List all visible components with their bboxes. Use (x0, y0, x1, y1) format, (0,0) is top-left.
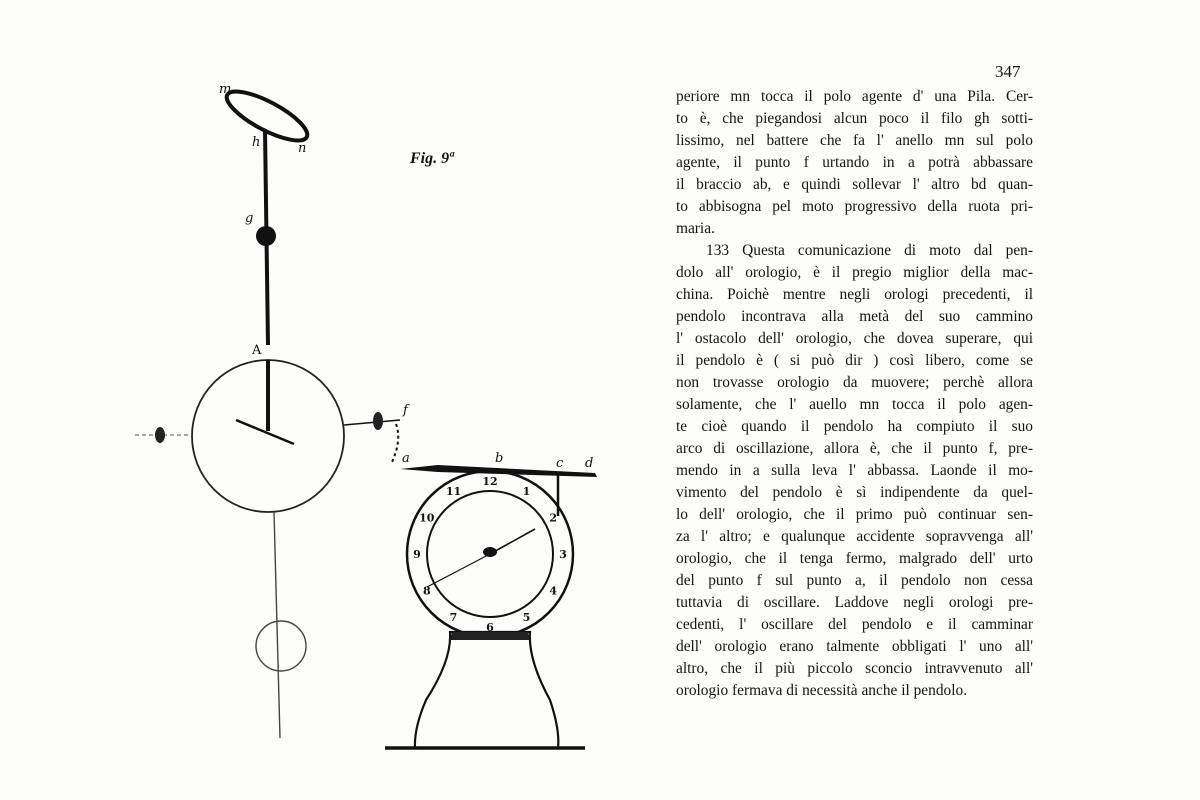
dial-number: 6 (486, 621, 494, 634)
dial-number: 1 (522, 484, 531, 498)
dial-number: 10 (419, 511, 435, 525)
label-n: n (298, 141, 307, 156)
text-line: china. Poichè mentre negli orologi precedenti, il (676, 286, 1033, 303)
clock-hand-short (490, 529, 535, 554)
text-line: lo dell' orologio, che il primo può continuar sen- (676, 506, 1033, 523)
label-f: f (403, 403, 408, 418)
text-line: mendo in a sulla leva l' abbassa. Laonde il mo- (676, 462, 1033, 479)
dial-number: 12 (482, 475, 498, 488)
left-nub (155, 427, 165, 443)
text-line: tuttavia di oscillare. Laddove negli orologi pre- (676, 594, 1033, 611)
dial-number: 8 (422, 584, 431, 598)
label-d: d (585, 456, 594, 471)
text-line: altro, che il più piccolo sconcio intravvenuto all' (676, 660, 1033, 677)
text-line: to abbisogna pel moto progressivo della ruota pri- (676, 198, 1033, 215)
label-A: A (252, 343, 262, 358)
dial-number: 3 (559, 548, 567, 561)
text-line: to è, che piegandosi alcun poco il filo gh sotti- (676, 110, 1033, 127)
lower-rod (274, 512, 280, 738)
label-g: g (245, 211, 254, 226)
label-c: c (556, 456, 564, 471)
dial-number: 4 (549, 584, 558, 598)
text-line: il braccio ab, e quindi sollevar l' altro bd quan- (676, 176, 1033, 193)
text-line: pendolo incontrava alla metà del suo cammino (676, 308, 1033, 325)
text-line: vimento del pendolo è sì indipendente da quel- (676, 484, 1033, 501)
inner-arm (236, 420, 294, 444)
text-line: non trovasse orologio da muovere; perchè allora (676, 374, 1033, 391)
label-m: m (219, 82, 232, 97)
label-h: h (252, 135, 261, 150)
label-b: b (495, 451, 504, 466)
text-line: cedenti, l' oscillare del pendolo e il camminar (676, 616, 1033, 633)
figure-caption: Fig. 9ª (410, 150, 454, 167)
text-line: orologio fermava di necessità anche il pendolo. (676, 682, 968, 699)
dial-number: 5 (522, 611, 531, 625)
text-line: te cioè quando il pendolo ha compiuto il suo (676, 418, 1033, 435)
pendulum-ball-g (256, 226, 276, 246)
right-nub (373, 412, 383, 430)
axis-right (344, 420, 400, 425)
lower-circle (256, 621, 306, 671)
text-line: del punto f sul punto a, il pendolo non cessa (676, 572, 1033, 589)
text-line: orologio, che il tenga fermo, malgrado dell' urto (676, 550, 1033, 567)
text-line: maria. (676, 220, 715, 237)
body-text (676, 86, 1033, 702)
page-number: 347 (995, 62, 1021, 81)
dial-number: 7 (449, 611, 458, 625)
text-line: il pendolo è ( si può dir ) così libero, come se (676, 352, 1033, 369)
text-line: l' ostacolo dell' orologio, che dovea superare, qui (676, 330, 1033, 347)
label-a: a (402, 451, 410, 466)
text-line: solamente, che l' auello mn tocca il polo agen- (676, 396, 1033, 413)
clock-hand-long (427, 554, 490, 587)
text-line: 133 Questa comunicazione di moto dal pen- (706, 242, 1033, 259)
text-line: dell' orologio erano talmente obbligati l' uno all' (676, 638, 1033, 655)
clock-center (483, 547, 497, 557)
text-line: agente, il punto f urtando in a potrà abbassare (676, 154, 1033, 171)
text-line: periore mn tocca il polo agente d' una Pila. Cer- (676, 88, 1033, 105)
text-line: za l' altro; e qualunque accidente sopravvenga all' (676, 528, 1033, 545)
arc-f-to-a (392, 424, 398, 462)
clock-stand (415, 632, 558, 748)
dial-number: 2 (549, 511, 558, 525)
dial-number: 9 (413, 548, 421, 561)
text-line: lissimo, nel battere che fa l' anello mn sul polo (676, 132, 1033, 149)
text-line: dolo all' orologio, è il pregio miglior della mac- (676, 264, 1033, 281)
text-line: arco di oscillazione, allora è, che il punto f, pre- (676, 440, 1033, 457)
dial-number: 11 (445, 484, 462, 498)
